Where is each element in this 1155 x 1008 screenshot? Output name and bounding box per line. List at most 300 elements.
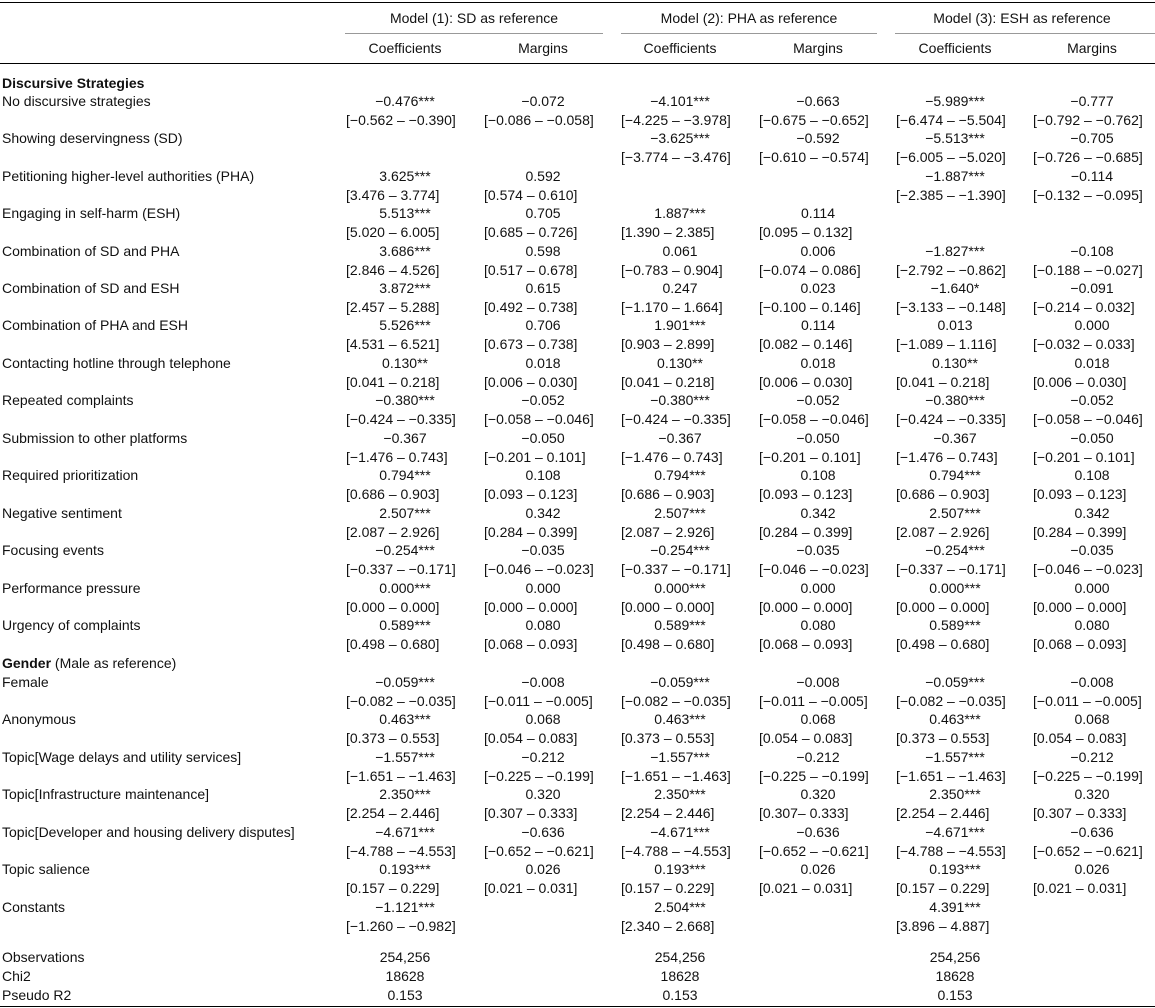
table-row: [0, 861, 1155, 880]
coefficient-cell: 1.887***: [654, 205, 706, 221]
confidence-interval-cell: [3.896 – 4.887]: [896, 918, 990, 934]
confidence-interval-cell: [0.686 – 0.903]: [896, 486, 990, 502]
table-row: [0, 467, 1155, 486]
confidence-interval-cell: [0.068 – 0.093]: [759, 636, 853, 652]
margin-cell: 0.342: [1074, 505, 1110, 521]
coefficient-cell: −0.380***: [375, 392, 435, 408]
margin-cell: 0.023: [800, 280, 836, 296]
confidence-interval-cell: [−0.086 – −0.058]: [484, 112, 594, 128]
confidence-interval-cell: [−0.562 – −0.390]: [346, 112, 456, 128]
confidence-interval-cell: [0.068 – 0.093]: [1033, 636, 1127, 652]
confidence-interval-cell: [−1.651 – −1.463]: [621, 768, 731, 784]
confidence-interval-cell: [0.041 – 0.218]: [621, 374, 715, 390]
margin-cell: 0.114: [801, 317, 835, 333]
confidence-interval-cell: [0.373 – 0.553]: [896, 730, 990, 746]
table-row-ci: [0, 299, 1155, 318]
confidence-interval-cell: [0.686 – 0.903]: [621, 486, 715, 502]
coefficient-cell: −0.367: [933, 430, 977, 446]
confidence-interval-cell: [−0.610 – −0.574]: [759, 149, 869, 165]
table-row-ci: [0, 843, 1155, 862]
coefficient-cell: 0.589***: [929, 617, 981, 633]
confidence-interval-cell: [−0.652 – −0.621]: [759, 843, 869, 859]
margin-cell: −0.052: [796, 392, 840, 408]
stats-value: 0.153: [387, 987, 423, 1003]
confidence-interval-cell: [0.498 – 0.680]: [621, 636, 715, 652]
margin-cell: 0.080: [1074, 617, 1110, 633]
margin-cell: 0.320: [800, 786, 836, 802]
margin-cell: 0.108: [1074, 467, 1110, 483]
margin-cell: −0.777: [1070, 93, 1114, 109]
row-label: Combination of SD and ESH: [2, 280, 180, 296]
confidence-interval-cell: [−0.082 – −0.035]: [621, 693, 731, 709]
coefficient-cell: 2.350***: [654, 786, 706, 802]
col-header-margins-1: Margins: [518, 40, 568, 56]
confidence-interval-cell: [−1.260 – −0.982]: [346, 918, 456, 934]
coefficient-cell: 0.794***: [379, 467, 431, 483]
margin-cell: −0.072: [521, 93, 565, 109]
row-label: Topic[Wage delays and utility services]: [2, 749, 242, 765]
confidence-interval-cell: [−1.089 – 1.116]: [896, 336, 997, 352]
confidence-interval-cell: [−0.132 – −0.095]: [1033, 187, 1143, 203]
margin-cell: −0.008: [1070, 674, 1114, 690]
coefficient-cell: −1.640*: [930, 280, 980, 296]
confidence-interval-cell: [0.000 – 0.000]: [1033, 599, 1127, 615]
coefficient-cell: −0.254***: [375, 542, 435, 558]
margin-cell: −0.008: [521, 674, 565, 690]
margin-cell: 0.068: [1074, 711, 1110, 727]
confidence-interval-cell: [0.021 – 0.031]: [484, 880, 578, 896]
confidence-interval-cell: [0.574 – 0.610]: [484, 187, 578, 203]
coefficient-cell: −0.059***: [925, 674, 985, 690]
coefficient-cell: −0.367: [383, 430, 427, 446]
confidence-interval-cell: [−2.792 – −0.862]: [896, 262, 1006, 278]
table-row-ci: [0, 524, 1155, 543]
confidence-interval-cell: [5.020 – 6.005]: [346, 224, 440, 240]
table-row: [0, 749, 1155, 768]
col-header-coefficients-3: Coefficients: [918, 40, 992, 56]
row-label: Topic salience: [2, 861, 90, 877]
margin-cell: 0.080: [800, 617, 836, 633]
group-rule-model-2: [621, 33, 877, 34]
coefficient-cell: 2.507***: [654, 505, 706, 521]
confidence-interval-cell: [0.021 – 0.031]: [1033, 880, 1127, 896]
coefficient-cell: −4.101***: [650, 93, 710, 109]
header-rule: [0, 63, 1155, 64]
coefficient-cell: 3.872***: [379, 280, 431, 296]
row-label: Contacting hotline through telephone: [2, 355, 231, 371]
table-row: [0, 674, 1155, 693]
group-header-model-1: Model (1): SD as reference: [389, 10, 559, 26]
coefficient-cell: 0.013: [937, 317, 973, 333]
margin-cell: −0.592: [796, 130, 840, 146]
stats-value: 18628: [385, 968, 425, 984]
margin-cell: 0.706: [525, 317, 561, 333]
confidence-interval-cell: [0.373 – 0.553]: [346, 730, 440, 746]
confidence-interval-cell: [0.095 – 0.132]: [759, 224, 853, 240]
coefficient-cell: −0.059***: [375, 674, 435, 690]
margin-cell: −0.636: [1070, 824, 1114, 840]
table-row: [0, 205, 1155, 224]
table-row-ci: [0, 224, 1155, 243]
confidence-interval-cell: [0.000 – 0.000]: [759, 599, 853, 615]
coefficient-cell: 2.350***: [379, 786, 431, 802]
table-row-ci: [0, 411, 1155, 430]
coefficient-cell: 5.513***: [379, 205, 431, 221]
confidence-interval-cell: [−3.133 – −0.148]: [896, 299, 1006, 315]
confidence-interval-cell: [−0.225 – −0.199]: [1033, 768, 1143, 784]
table-row: [0, 317, 1155, 336]
table-row: [0, 617, 1155, 636]
coefficient-cell: −4.671***: [650, 824, 710, 840]
table-row-ci: [0, 730, 1155, 749]
row-label: Female: [2, 674, 49, 690]
stats-value: 254,256: [929, 949, 981, 965]
table-row: [0, 168, 1155, 187]
table-row: [0, 280, 1155, 299]
confidence-interval-cell: [0.284 – 0.399]: [759, 524, 853, 540]
confidence-interval-cell: [−6.005 – −5.020]: [896, 149, 1006, 165]
confidence-interval-cell: [0.093 – 0.123]: [759, 486, 853, 502]
row-label: Showing deservingness (SD): [2, 130, 183, 146]
margin-cell: −0.052: [1070, 392, 1114, 408]
confidence-interval-cell: [0.498 – 0.680]: [346, 636, 440, 652]
confidence-interval-cell: [2.254 – 2.446]: [621, 805, 715, 821]
confidence-interval-cell: [2.254 – 2.446]: [346, 805, 440, 821]
confidence-interval-cell: [−4.788 – −4.553]: [621, 843, 731, 859]
group-rule-model-1: [345, 33, 603, 34]
margin-cell: −0.050: [796, 430, 840, 446]
confidence-interval-cell: [0.307 – 0.333]: [484, 805, 578, 821]
confidence-interval-cell: [2.087 – 2.926]: [621, 524, 715, 540]
confidence-interval-cell: [−4.788 – −4.553]: [896, 843, 1006, 859]
confidence-interval-cell: [0.673 – 0.738]: [484, 336, 578, 352]
coefficient-cell: 2.504***: [654, 899, 706, 915]
coefficient-cell: −1.557***: [650, 749, 710, 765]
confidence-interval-cell: [2.087 – 2.926]: [896, 524, 990, 540]
coefficient-cell: −1.557***: [925, 749, 985, 765]
confidence-interval-cell: [−0.783 – 0.904]: [621, 262, 723, 278]
confidence-interval-cell: [2.254 – 2.446]: [896, 805, 990, 821]
confidence-interval-cell: [0.157 – 0.229]: [621, 880, 715, 896]
coefficient-cell: −1.827***: [925, 243, 985, 259]
confidence-interval-cell: [−0.337 – −0.171]: [346, 561, 456, 577]
coefficient-cell: 0.000***: [929, 580, 981, 596]
margin-cell: 0.000: [1074, 317, 1110, 333]
col-header-margins-2: Margins: [793, 40, 843, 56]
confidence-interval-cell: [0.006 – 0.030]: [759, 374, 853, 390]
coefficient-cell: −1.121***: [375, 899, 435, 915]
table-row: [0, 505, 1155, 524]
margin-cell: 0.108: [525, 467, 561, 483]
coefficient-cell: 4.391***: [929, 899, 981, 915]
stats-value: 18628: [935, 968, 975, 984]
group-rule-model-3: [895, 33, 1155, 34]
row-label: Focusing events: [2, 542, 104, 558]
coefficient-cell: 0.463***: [379, 711, 431, 727]
confidence-interval-cell: [−4.225 – −3.978]: [621, 112, 731, 128]
margin-cell: −0.035: [796, 542, 840, 558]
table-row: [0, 243, 1155, 262]
coefficient-cell: 0.000***: [379, 580, 431, 596]
confidence-interval-cell: [−0.100 – 0.146]: [759, 299, 861, 315]
confidence-interval-cell: [2.457 – 5.288]: [346, 299, 440, 315]
coefficient-cell: 0.247: [662, 280, 698, 296]
stats-value: 0.153: [937, 987, 973, 1003]
coefficient-cell: 3.686***: [379, 243, 431, 259]
margin-cell: 0.018: [525, 355, 561, 371]
confidence-interval-cell: [−0.337 – −0.171]: [896, 561, 1006, 577]
confidence-interval-cell: [−0.652 – −0.621]: [484, 843, 594, 859]
confidence-interval-cell: [−0.201 – 0.101]: [484, 449, 586, 465]
table-row-ci: [0, 918, 1155, 937]
margin-cell: 0.006: [800, 243, 836, 259]
confidence-interval-cell: [−0.058 – −0.046]: [1033, 411, 1143, 427]
stats-row: [0, 949, 1155, 968]
confidence-interval-cell: [0.284 – 0.399]: [484, 524, 578, 540]
confidence-interval-cell: [0.054 – 0.083]: [1033, 730, 1127, 746]
confidence-interval-cell: [0.006 – 0.030]: [1033, 374, 1127, 390]
table-row-ci: [0, 149, 1155, 168]
margin-cell: 0.592: [525, 168, 561, 184]
top-rule: [0, 2, 1155, 3]
row-label: Topic[Infrastructure maintenance]: [2, 786, 209, 802]
margin-cell: 0.068: [525, 711, 561, 727]
table-row-ci: [0, 449, 1155, 468]
coefficient-cell: 0.193***: [929, 861, 981, 877]
table-row: [0, 392, 1155, 411]
table-row: [0, 130, 1155, 149]
coefficient-cell: −5.513***: [925, 130, 985, 146]
coefficient-cell: 1.901***: [654, 317, 706, 333]
table-row: [0, 786, 1155, 805]
confidence-interval-cell: [−0.201 – 0.101]: [1033, 449, 1135, 465]
margin-cell: 0.108: [800, 467, 836, 483]
coefficient-cell: −1.887***: [925, 168, 985, 184]
table-row-ci: [0, 805, 1155, 824]
coefficient-cell: 0.589***: [654, 617, 706, 633]
confidence-interval-cell: [−0.046 – −0.023]: [484, 561, 594, 577]
row-label: Engaging in self-harm (ESH): [2, 205, 181, 221]
section-discursive-strategies: [2, 75, 144, 91]
margin-cell: 0.615: [525, 280, 561, 296]
confidence-interval-cell: [0.068 – 0.093]: [484, 636, 578, 652]
margin-cell: −0.114: [1070, 168, 1114, 184]
confidence-interval-cell: [0.498 – 0.680]: [896, 636, 990, 652]
margin-cell: −0.050: [521, 430, 565, 446]
coefficient-cell: 0.130**: [657, 355, 703, 371]
coefficient-cell: 0.463***: [929, 711, 981, 727]
coefficient-cell: 3.625***: [379, 168, 431, 184]
confidence-interval-cell: [−0.046 – −0.023]: [759, 561, 869, 577]
row-label: Performance pressure: [2, 580, 141, 596]
row-label: Combination of SD and PHA: [2, 243, 180, 259]
margin-cell: 0.018: [1074, 355, 1110, 371]
confidence-interval-cell: [−3.774 – −3.476]: [621, 149, 731, 165]
confidence-interval-cell: [−0.225 – −0.199]: [484, 768, 594, 784]
confidence-interval-cell: [0.284 – 0.399]: [1033, 524, 1127, 540]
row-label: No discursive strategies: [2, 93, 151, 109]
table-row-ci: [0, 561, 1155, 580]
confidence-interval-cell: [0.093 – 0.123]: [484, 486, 578, 502]
margin-cell: 0.114: [801, 205, 835, 221]
stats-value: 18628: [660, 968, 700, 984]
margin-cell: −0.108: [1070, 243, 1114, 259]
confidence-interval-cell: [0.157 – 0.229]: [346, 880, 440, 896]
confidence-interval-cell: [−0.074 – 0.086]: [759, 262, 861, 278]
stats-label: Chi2: [2, 968, 31, 984]
confidence-interval-cell: [0.006 – 0.030]: [484, 374, 578, 390]
table-row-ci: [0, 486, 1155, 505]
confidence-interval-cell: [−0.225 – −0.199]: [759, 768, 869, 784]
confidence-interval-cell: [0.492 – 0.738]: [484, 299, 578, 315]
confidence-interval-cell: [−0.032 – 0.033]: [1033, 336, 1135, 352]
confidence-interval-cell: [−0.058 – −0.046]: [759, 411, 869, 427]
stats-label: Observations: [2, 949, 85, 965]
confidence-interval-cell: [0.000 – 0.000]: [621, 599, 715, 615]
margin-cell: −0.663: [796, 93, 840, 109]
confidence-interval-cell: [−0.337 – −0.171]: [621, 561, 731, 577]
confidence-interval-cell: [0.686 – 0.903]: [346, 486, 440, 502]
margin-cell: 0.026: [800, 861, 836, 877]
confidence-interval-cell: [0.000 – 0.000]: [896, 599, 990, 615]
margin-cell: 0.598: [525, 243, 561, 259]
row-label: Combination of PHA and ESH: [2, 317, 188, 333]
table-row: [0, 580, 1155, 599]
coefficient-cell: −0.254***: [650, 542, 710, 558]
confidence-interval-cell: [−0.011 – −0.005]: [1033, 693, 1142, 709]
confidence-interval-cell: [−0.424 – −0.335]: [896, 411, 1006, 427]
confidence-interval-cell: [0.021 – 0.031]: [759, 880, 853, 896]
confidence-interval-cell: [−6.474 – −5.504]: [896, 112, 1006, 128]
confidence-interval-cell: [−0.424 – −0.335]: [346, 411, 456, 427]
confidence-interval-cell: [0.041 – 0.218]: [346, 374, 440, 390]
coefficient-cell: −0.059***: [650, 674, 710, 690]
row-label: Urgency of complaints: [2, 617, 141, 633]
coefficient-cell: 0.794***: [929, 467, 981, 483]
confidence-interval-cell: [0.054 – 0.083]: [484, 730, 578, 746]
confidence-interval-cell: [−4.788 – −4.553]: [346, 843, 456, 859]
margin-cell: 0.026: [525, 861, 561, 877]
coefficient-cell: 0.193***: [379, 861, 431, 877]
row-label: Constants: [2, 899, 66, 915]
section-title: Discursive Strategies: [2, 75, 145, 91]
confidence-interval-cell: [−0.011 – −0.005]: [484, 693, 593, 709]
coefficient-cell: −0.476***: [375, 93, 435, 109]
coefficient-cell: −4.671***: [925, 824, 985, 840]
confidence-interval-cell: [−0.652 – −0.621]: [1033, 843, 1143, 859]
confidence-interval-cell: [−0.011 – −0.005]: [759, 693, 868, 709]
stats-row: [0, 987, 1155, 1006]
confidence-interval-cell: [2.087 – 2.926]: [346, 524, 440, 540]
coefficient-cell: −0.380***: [650, 392, 710, 408]
confidence-interval-cell: [−1.651 – −1.463]: [896, 768, 1006, 784]
margin-cell: −0.050: [1070, 430, 1114, 446]
coefficient-cell: −1.557***: [375, 749, 435, 765]
coefficient-cell: −0.254***: [925, 542, 985, 558]
confidence-interval-cell: [−0.726 – −0.685]: [1033, 149, 1143, 165]
margin-cell: −0.052: [521, 392, 565, 408]
section-gender: [2, 655, 176, 671]
confidence-interval-cell: [−0.201 – 0.101]: [759, 449, 861, 465]
margin-cell: 0.320: [1074, 786, 1110, 802]
col-header-coefficients-1: Coefficients: [368, 40, 442, 56]
table-row-ci: [0, 599, 1155, 618]
confidence-interval-cell: [0.041 – 0.218]: [896, 374, 990, 390]
confidence-interval-cell: [−0.082 – −0.035]: [346, 693, 456, 709]
confidence-interval-cell: [0.307– 0.333]: [759, 805, 849, 821]
table-row-ci: [0, 187, 1155, 206]
table-row-ci: [0, 262, 1155, 281]
margin-cell: 0.342: [525, 505, 561, 521]
row-label: Submission to other platforms: [2, 430, 188, 446]
confidence-interval-cell: [0.093 – 0.123]: [1033, 486, 1127, 502]
margin-cell: 0.000: [1074, 580, 1110, 596]
coefficient-cell: 2.350***: [929, 786, 981, 802]
table-row: [0, 542, 1155, 561]
confidence-interval-cell: [0.000 – 0.000]: [484, 599, 578, 615]
margin-cell: −0.636: [796, 824, 840, 840]
section-note: (Male as reference): [51, 655, 177, 671]
coefficient-cell: 0.000***: [654, 580, 706, 596]
margin-cell: −0.636: [521, 824, 565, 840]
coefficient-cell: 0.130**: [382, 355, 428, 371]
margin-cell: −0.212: [796, 749, 840, 765]
row-label: Anonymous: [2, 711, 76, 727]
coefficient-cell: −5.989***: [925, 93, 985, 109]
table-row-ci: [0, 336, 1155, 355]
stats-value: 0.153: [662, 987, 698, 1003]
col-header-margins-3: Margins: [1067, 40, 1117, 56]
bottom-rule: [0, 1006, 1155, 1007]
stats-value: 254,256: [379, 949, 431, 965]
margin-cell: −0.212: [1070, 749, 1114, 765]
confidence-interval-cell: [3.476 – 3.774]: [346, 187, 440, 203]
row-label: Required prioritization: [2, 467, 139, 483]
coefficient-cell: 2.507***: [379, 505, 431, 521]
table-row: [0, 899, 1155, 918]
confidence-interval-cell: [0.000 – 0.000]: [346, 599, 440, 615]
confidence-interval-cell: [−0.188 – −0.027]: [1033, 262, 1143, 278]
coefficient-cell: 0.061: [662, 243, 698, 259]
table-row-ci: [0, 636, 1155, 655]
confidence-interval-cell: [0.157 – 0.229]: [896, 880, 990, 896]
confidence-interval-cell: [2.340 – 2.668]: [621, 918, 715, 934]
confidence-interval-cell: [0.517 – 0.678]: [484, 262, 578, 278]
confidence-interval-cell: [−1.170 – 1.664]: [621, 299, 723, 315]
coefficient-cell: 0.130**: [932, 355, 978, 371]
margin-cell: −0.008: [796, 674, 840, 690]
confidence-interval-cell: [−0.214 – 0.032]: [1033, 299, 1135, 315]
coefficient-cell: −4.671***: [375, 824, 435, 840]
row-label: Repeated complaints: [2, 392, 134, 408]
margin-cell: 0.000: [800, 580, 836, 596]
table-row: [0, 430, 1155, 449]
table-row-ci: [0, 693, 1155, 712]
confidence-interval-cell: [0.082 – 0.146]: [759, 336, 853, 352]
margin-cell: 0.000: [525, 580, 561, 596]
confidence-interval-cell: [−1.476 – 0.743]: [896, 449, 998, 465]
table-row: [0, 355, 1155, 374]
margin-cell: 0.080: [525, 617, 561, 633]
coefficient-cell: 0.794***: [654, 467, 706, 483]
confidence-interval-cell: [0.685 – 0.726]: [484, 224, 578, 240]
margin-cell: 0.342: [800, 505, 836, 521]
confidence-interval-cell: [−1.476 – 0.743]: [346, 449, 448, 465]
group-header-model-2: Model (2): PHA as reference: [660, 10, 838, 26]
confidence-interval-cell: [−0.675 – −0.652]: [759, 112, 869, 128]
coefficient-cell: 0.463***: [654, 711, 706, 727]
coefficient-cell: −0.367: [658, 430, 702, 446]
